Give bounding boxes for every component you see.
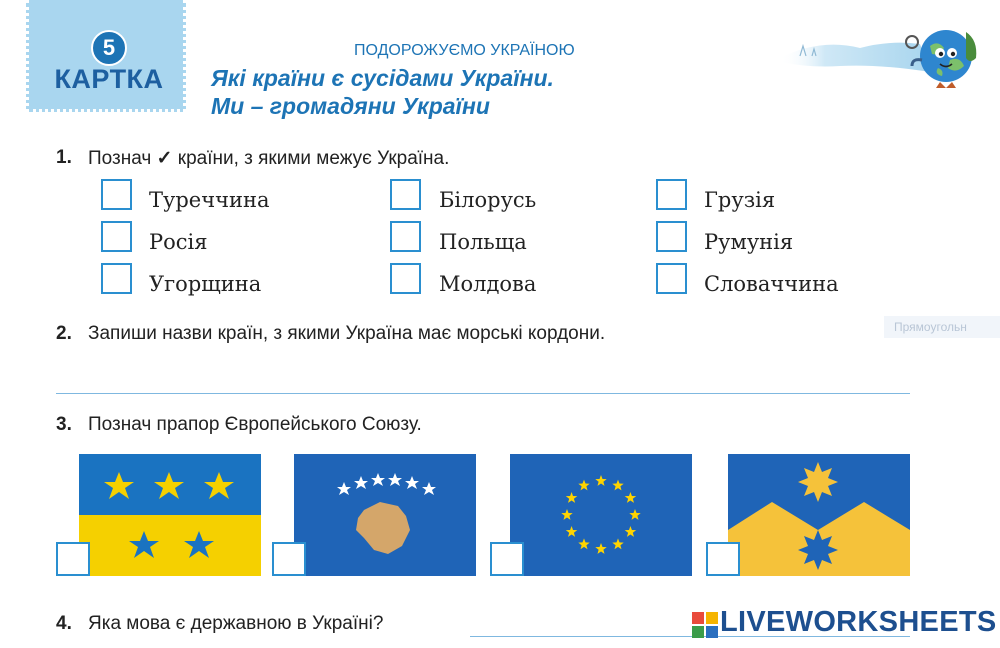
country-label: Словаччина xyxy=(704,272,839,296)
flag-option-2[interactable] xyxy=(294,454,476,576)
country-checkbox-georgia[interactable] xyxy=(656,179,687,210)
country-label: Грузія xyxy=(704,188,776,212)
country-label: Білорусь xyxy=(439,188,537,212)
flag-option-1[interactable] xyxy=(79,454,261,576)
country-label: Молдова xyxy=(439,272,537,296)
country-checkbox-belarus[interactable] xyxy=(390,179,421,210)
country-checkbox-slovakia[interactable] xyxy=(656,263,687,294)
task-3-instruction: Познач прапор Європейського Союзу. xyxy=(88,414,422,435)
flag-checkbox-1[interactable] xyxy=(56,542,90,576)
liveworksheets-logo-icon xyxy=(692,612,718,638)
task-1-text-after: країни, з якими межує Україна. xyxy=(177,148,450,169)
country-checkbox-romania[interactable] xyxy=(656,221,687,252)
task-2-instruction: Запиши назви країн, з якими Україна має морські кордони. xyxy=(88,323,606,344)
task-3-number: 3. xyxy=(56,414,72,435)
liveworksheets-watermark: LIVEWORKSHEETS xyxy=(720,606,997,638)
globe-mascot-illustration xyxy=(780,20,990,90)
flag-option-3[interactable] xyxy=(510,454,692,576)
flag-checkbox-3[interactable] xyxy=(490,542,524,576)
lesson-title-line-1: Які країни є сусідами України. xyxy=(211,65,554,91)
card-number: 5 xyxy=(91,30,127,66)
card-label: КАРТКА xyxy=(54,64,164,94)
task-2-answer-field[interactable] xyxy=(56,393,910,394)
task-4-instruction: Яка мова є державною в Україні? xyxy=(88,613,384,634)
task-4-number: 4. xyxy=(56,613,72,634)
country-checkbox-hungary[interactable] xyxy=(101,263,132,294)
task-1-number: 1. xyxy=(56,147,72,168)
checkmark-icon: ✓ xyxy=(156,148,173,169)
country-checkbox-russia[interactable] xyxy=(101,221,132,252)
country-checkbox-turkey[interactable] xyxy=(101,179,132,210)
country-checkbox-poland[interactable] xyxy=(390,221,421,252)
country-label: Росія xyxy=(149,230,208,254)
flag-checkbox-2[interactable] xyxy=(272,542,306,576)
lesson-title-line-2: Ми – громадяни України xyxy=(211,93,490,119)
country-label: Румунія xyxy=(704,230,794,254)
section-label: ПОДОРОЖУЄМО УКРАЇНОЮ xyxy=(354,42,575,59)
country-label: Угорщина xyxy=(149,272,262,296)
country-label: Туреччина xyxy=(149,188,270,212)
country-checkbox-moldova[interactable] xyxy=(390,263,421,294)
card-badge xyxy=(26,0,186,112)
ghost-tab: Прямоугольн xyxy=(884,316,1000,338)
task-2-number: 2. xyxy=(56,323,72,344)
task-1-instruction xyxy=(88,147,449,170)
flag-option-4[interactable] xyxy=(728,454,910,576)
flag-checkbox-4[interactable] xyxy=(706,542,740,576)
task-1-text-before: Познач xyxy=(88,148,152,169)
country-label: Польща xyxy=(439,230,527,254)
